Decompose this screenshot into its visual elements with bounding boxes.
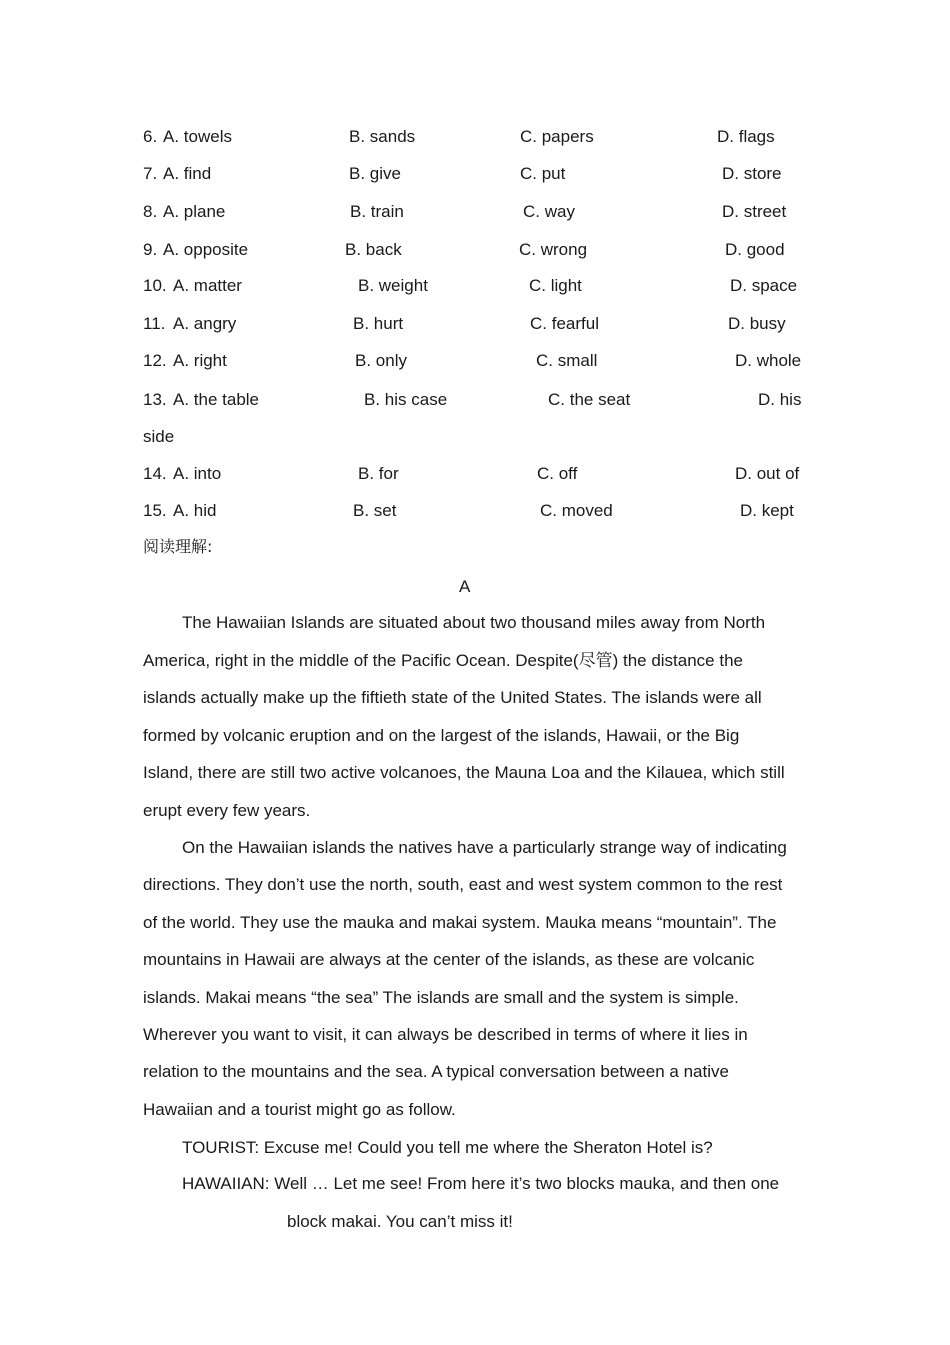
- question-row-9: [0, 240, 950, 260]
- option-c: C. put: [520, 164, 566, 183]
- option-c: C. off: [537, 464, 578, 483]
- option-b: B. set: [353, 501, 397, 520]
- option-d: D. kept: [740, 501, 794, 520]
- paragraph-line: islands actually make up the fiftieth state of the United States. The islands were all: [143, 688, 762, 707]
- option-d: D. flags: [717, 127, 775, 146]
- option-b: B. only: [355, 351, 407, 370]
- option-d: D. space: [730, 276, 798, 295]
- option-a: A. opposite: [163, 240, 249, 259]
- option-b: B. weight: [358, 276, 428, 295]
- question-row-6: [0, 127, 950, 147]
- option-d: D. street: [722, 202, 787, 221]
- option-c: C. fearful: [530, 314, 599, 333]
- option-d-continuation: side: [143, 427, 175, 446]
- paragraph-line: formed by volcanic eruption and on the largest of the islands, Hawaii, or the Big: [143, 726, 740, 745]
- option-d: D. store: [722, 164, 782, 183]
- question-row-11: [0, 314, 950, 334]
- option-a: A. plane: [163, 202, 226, 221]
- option-b: B. for: [358, 464, 399, 483]
- dialogue-hawaiian-line: HAWAIIAN: Well … Let me see! From here it’s two blocks mauka, and then one: [182, 1174, 780, 1193]
- option-a: A. the table: [173, 390, 260, 409]
- option-c: C. the seat: [548, 390, 631, 409]
- option-d: D. busy: [728, 314, 786, 333]
- dialogue-hawaiian-line-continued: block makai. You can’t miss it!: [287, 1212, 513, 1231]
- question-number: 9.: [143, 240, 158, 259]
- option-b: B. his case: [364, 390, 448, 409]
- option-c: C. way: [523, 202, 575, 221]
- question-number: 10.: [143, 276, 167, 295]
- option-d: D. out of: [735, 464, 800, 483]
- dialogue-tourist-line: TOURIST: Excuse me! Could you tell me where the Sheraton Hotel is?: [182, 1138, 713, 1157]
- paragraph-line: On the Hawaiian islands the natives have a particularly strange way of indicating: [182, 838, 787, 857]
- paragraph-line: Hawaiian and a tourist might go as follow.: [143, 1100, 456, 1119]
- option-d: D. whole: [735, 351, 802, 370]
- question-number: 7.: [143, 164, 158, 183]
- option-a: A. towels: [163, 127, 232, 146]
- option-a: A. find: [163, 164, 212, 183]
- paragraph-line: of the world. They use the mauka and makai system. Mauka means “mountain”. The: [143, 913, 777, 932]
- question-number: 6.: [143, 127, 158, 146]
- paragraph-line: erupt every few years.: [143, 801, 311, 820]
- option-a: A. hid: [173, 501, 217, 520]
- question-row-15: [0, 501, 950, 521]
- paragraph-line: The Hawaiian Islands are situated about two thousand miles away from North: [182, 613, 766, 632]
- paragraph-line: Island, there are still two active volcanoes, the Mauna Loa and the Kilauea, which still: [143, 763, 785, 782]
- question-row-13-continuation: [0, 427, 950, 447]
- paragraph-line: mountains in Hawaii are always at the center of the islands, as these are volcanic: [143, 950, 755, 969]
- option-a: A. right: [173, 351, 227, 370]
- option-a: A. into: [173, 464, 222, 483]
- option-d: D. his: [758, 390, 802, 409]
- question-number: 8.: [143, 202, 158, 221]
- option-c: C. small: [536, 351, 598, 370]
- paragraph-line: America, right in the middle of the Pacific Ocean. Despite(尽管) the distance the: [143, 651, 743, 670]
- option-c: C. papers: [520, 127, 594, 146]
- paragraph-line: relation to the mountains and the sea. A typical conversation between a native: [143, 1062, 729, 1081]
- option-a: A. angry: [173, 314, 237, 333]
- question-row-10: [0, 276, 950, 296]
- option-b: B. sands: [349, 127, 416, 146]
- option-c: C. wrong: [519, 240, 588, 259]
- question-number: 15.: [143, 501, 167, 520]
- option-b: B. hurt: [353, 314, 404, 333]
- option-b: B. give: [349, 164, 401, 183]
- question-row-7: [0, 164, 950, 184]
- option-a: A. matter: [173, 276, 242, 295]
- question-number: 14.: [143, 464, 167, 483]
- paragraph-line: Wherever you want to visit, it can always be described in terms of where it lies in: [143, 1025, 748, 1044]
- option-b: B. train: [350, 202, 404, 221]
- section-heading: 阅读理解:: [143, 537, 213, 556]
- option-c: C. light: [529, 276, 582, 295]
- paragraph-line: islands. Makai means “the sea” The islands are small and the system is simple.: [143, 988, 739, 1007]
- question-number: 11.: [143, 314, 166, 333]
- question-row-12: [0, 351, 950, 371]
- question-number: 13.: [143, 390, 167, 409]
- question-number: 12.: [143, 351, 167, 370]
- passage-letter: A: [459, 577, 471, 596]
- question-row-13: [0, 390, 950, 410]
- option-b: B. back: [345, 240, 402, 259]
- option-c: C. moved: [540, 501, 613, 520]
- question-row-8: [0, 202, 950, 222]
- option-d: D. good: [725, 240, 785, 259]
- question-row-14: [0, 464, 950, 484]
- paragraph-line: directions. They don’t use the north, south, east and west system common to the rest: [143, 875, 783, 894]
